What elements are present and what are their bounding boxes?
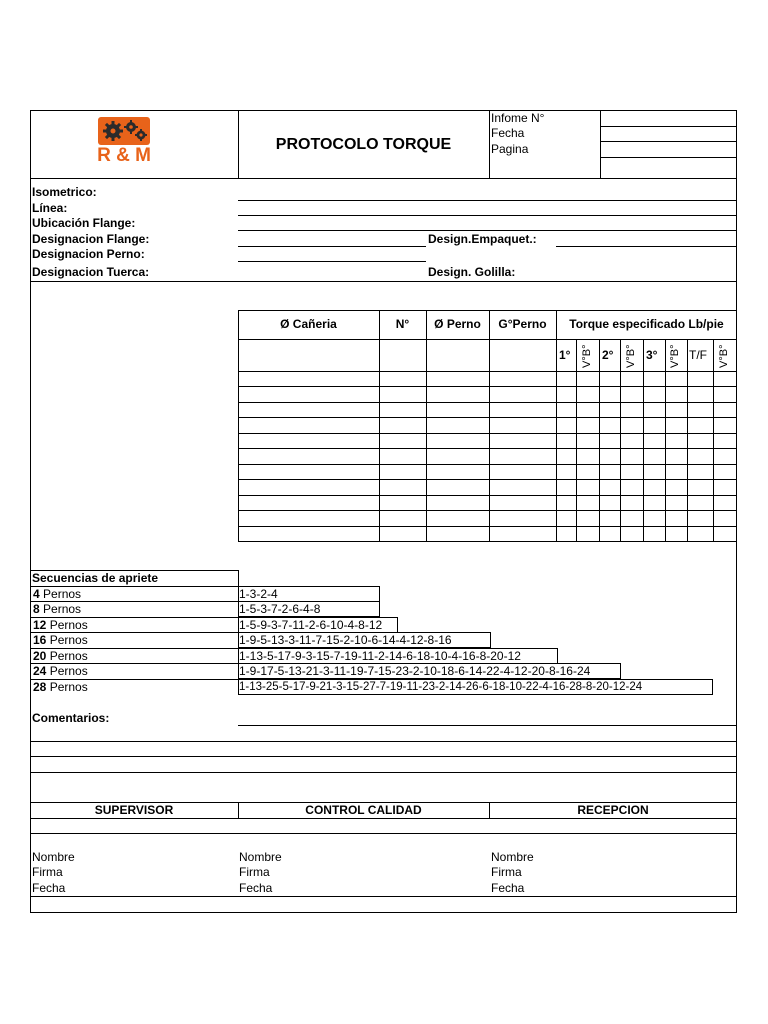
field-label-ubicacion-flange: Ubicación Flange: [32, 216, 136, 230]
table-row-line [238, 526, 737, 527]
sequence-value-8: 1-5-3-7-2-6-4-8 [239, 602, 321, 616]
sequence-label-24: 24 Pernos [33, 664, 88, 678]
designacion-flange-field[interactable] [238, 246, 426, 247]
recepcion-firma: Firma [491, 865, 522, 879]
info-label-page: Pagina [491, 142, 529, 156]
field-label-linea: Línea: [32, 201, 68, 215]
table-col-line [556, 310, 557, 542]
field-label-design-empaquet: Design.Empaquet.: [428, 232, 537, 246]
header-divider [489, 110, 490, 178]
sequences-left-line [30, 679, 238, 680]
table-col-line [687, 339, 688, 542]
table-col-line [426, 310, 427, 542]
col-header-torque: Torque especificado Lb/pie [569, 317, 724, 331]
table-col-line [665, 339, 666, 542]
sequence-label-20: 20 Pernos [33, 649, 88, 663]
comments-line[interactable] [238, 725, 737, 726]
field-label-isometrico: Isometrico: [32, 185, 97, 199]
design-empaquet-field[interactable] [556, 246, 737, 247]
comments-line[interactable] [30, 772, 737, 773]
field-label-designacion-flange: Designacion Flange: [32, 232, 150, 246]
table-col-line [379, 310, 380, 542]
sequence-label-16: 16 Pernos [33, 633, 88, 647]
subheader-2nd: 2° [602, 348, 614, 362]
subheader-vb: V°B° [581, 344, 593, 368]
comments-line[interactable] [30, 756, 737, 757]
isometrico-field[interactable] [238, 200, 737, 201]
sequences-col-line [238, 570, 239, 586]
linea-field[interactable] [238, 215, 737, 216]
table-col-line [643, 339, 644, 542]
table-row-line [238, 495, 737, 496]
col-header-grado-perno: G°Perno [498, 317, 547, 331]
ubicacion-flange-field[interactable] [238, 230, 737, 231]
field-label-design-golilla: Design. Golilla: [428, 265, 516, 279]
header-bottom [30, 178, 737, 179]
subheader-vb: V°B° [718, 344, 730, 368]
page-title: PROTOCOLO TORQUE [275, 136, 452, 153]
sequence-value-28: 1-13-25-5-17-9-21-3-15-27-7-19-11-23-2-14-26-6-18-10-22-4-16-28-8-20-12-24 [239, 681, 643, 693]
signature-header-control-calidad: CONTROL CALIDAD [305, 803, 422, 817]
sequences-left-line [30, 601, 238, 602]
field-label-designacion-tuerca: Designacion Tuerca: [32, 265, 150, 279]
sequences-left-line [30, 632, 238, 633]
col-header-perno: Ø Perno [434, 317, 481, 331]
table-col-line [620, 339, 621, 542]
control-calidad-nombre: Nombre [239, 850, 282, 864]
col-header-caneria: Ø Cañeria [280, 317, 337, 331]
table-subheader-line [238, 371, 737, 372]
comments-line[interactable] [30, 741, 737, 742]
supervisor-fecha: Fecha [32, 881, 66, 895]
table-col-line [489, 310, 490, 542]
sequence-label-8: 8 Pernos [33, 602, 82, 616]
sequence-label-4: 4 Pernos [33, 587, 82, 601]
info-line [600, 141, 737, 142]
signatures-line [30, 896, 737, 897]
comments-label: Comentarios: [32, 711, 110, 725]
table-header-line [238, 339, 737, 340]
signatures-line [30, 833, 737, 834]
info-label-report-number: Infome N° [491, 111, 545, 125]
table-row-line [238, 433, 737, 434]
sequences-title: Secuencias de apriete [32, 571, 159, 585]
col-header-numero: N° [395, 317, 410, 331]
sequence-label-12: 12 Pernos [33, 618, 88, 632]
subheader-vb: V°B° [669, 344, 681, 368]
table-row-line [238, 386, 737, 387]
control-calidad-firma: Firma [239, 865, 270, 879]
sequences-left-line [30, 663, 238, 664]
gears-icon [96, 116, 152, 146]
sequence-value-20: 1-13-5-17-9-3-15-7-19-11-2-14-6-18-10-4-16-8-20-12 [239, 649, 521, 663]
header-divider [600, 110, 601, 178]
sequence-value-12: 1-5-9-3-7-11-2-6-10-4-8-12 [239, 618, 383, 632]
table-col-line [599, 339, 600, 542]
info-line [600, 126, 737, 127]
control-calidad-fecha: Fecha [239, 881, 273, 895]
signatures-header-line [30, 818, 737, 819]
signature-header-supervisor: SUPERVISOR [94, 803, 174, 817]
signature-header-recepcion: RECEPCION [577, 803, 649, 817]
table-row-line [238, 464, 737, 465]
recepcion-nombre: Nombre [491, 850, 534, 864]
supervisor-firma: Firma [32, 865, 63, 879]
designacion-perno-field[interactable] [238, 261, 426, 262]
sequences-left-line [30, 648, 238, 649]
sequence-value-4: 1-3-2-4 [239, 587, 278, 601]
fields-bottom-line [30, 281, 737, 282]
info-label-date: Fecha [491, 126, 525, 140]
table-row-line [238, 417, 737, 418]
sequences-left-line [30, 617, 238, 618]
subheader-vb: V°B° [625, 344, 637, 368]
subheader-1st: 1° [559, 348, 571, 362]
sequence-value-24: 1-9-17-5-13-21-3-11-19-7-15-23-2-10-18-6-14-22-4-12-20-8-16-24 [239, 664, 591, 678]
info-line [600, 157, 737, 158]
sequence-value-16: 1-9-5-13-3-11-7-15-2-10-6-14-4-12-8-16 [239, 633, 452, 647]
table-row-line [238, 402, 737, 403]
table-col-line [576, 339, 577, 542]
logo-text: R & M [97, 145, 151, 166]
supervisor-nombre: Nombre [32, 850, 75, 864]
sequence-label-28: 28 Pernos [33, 680, 88, 694]
table-row-line [238, 510, 737, 511]
table-row-line [238, 448, 737, 449]
table-col-line [713, 339, 714, 542]
table-row-line [238, 479, 737, 480]
company-logo [96, 116, 152, 164]
field-label-designacion-perno: Designacion Perno: [32, 247, 145, 261]
subheader-tf: T/F [689, 348, 707, 362]
torque-table [238, 310, 737, 542]
subheader-3rd: 3° [646, 348, 658, 362]
recepcion-fecha: Fecha [491, 881, 525, 895]
